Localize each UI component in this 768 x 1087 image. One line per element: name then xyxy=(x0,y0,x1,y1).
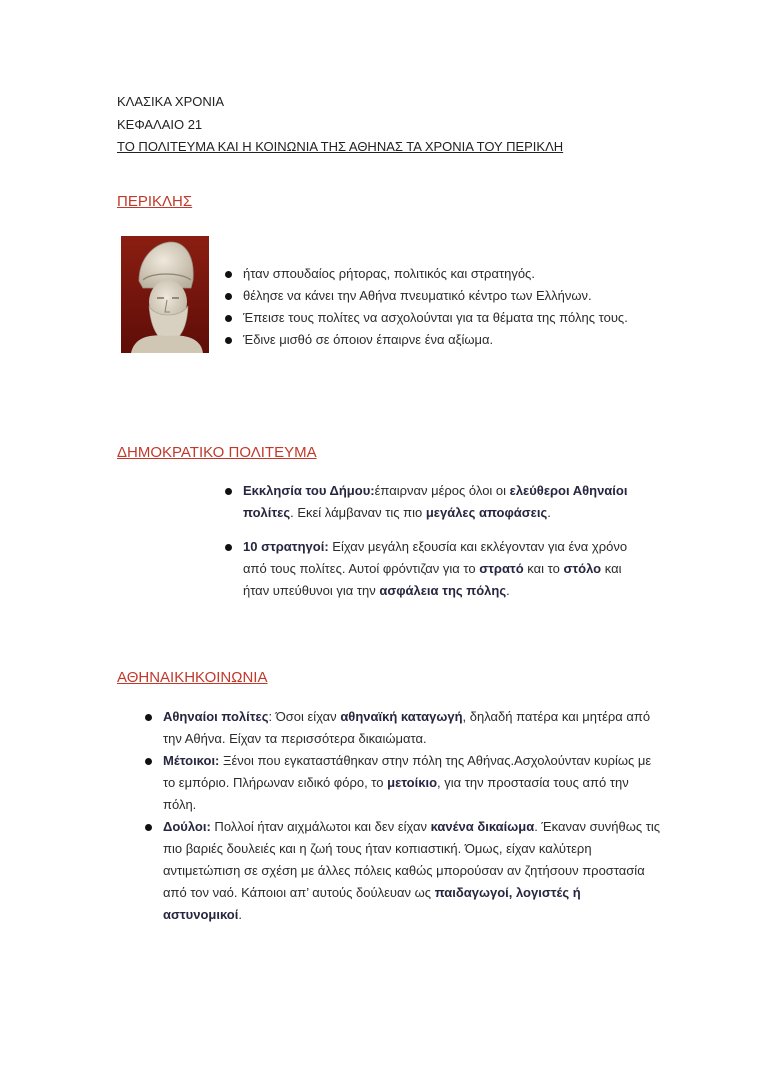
list-item: Εκκλησία του Δήμου:έπαιρναν μέρος όλοι οι ελεύθεροι Αθηναίοι πολίτες. Εκεί λάμβαναν τις πιο μεγάλες αποφάσεις. xyxy=(225,480,645,524)
header-chapter-title: ΤΟ ΠΟΛΙΤΕΥΜΑ ΚΑΙ Η ΚΟΙΝΩΝΙΑ ΤΗΣ ΑΘΗΝΑΣ ΤΑ ΧΡΟΝΙΑ ΤΟΥ ΠΕΡΙΚΛΗ xyxy=(117,139,564,154)
society-list xyxy=(145,706,660,926)
list-item: Αθηναίοι πολίτες: Όσοι είχαν αθηναϊκή καταγωγή, δηλαδή πατέρα και μητέρα από την Αθήνα. Είχαν τα περισσότερα δικαιώματα. xyxy=(145,706,660,750)
bullet-icon xyxy=(225,488,232,495)
list-item: 10 στρατηγοί: Είχαν μεγάλη εξουσία και εκλέγονταν για ένα χρόνο από τους πολίτες. Αυτοί φρόντιζαν για το στρατό και το στόλο και ήταν υπεύθυνοι για την ασφάλεια της πόλης. xyxy=(225,536,645,602)
section-title-pericles: ΠΕΡΙΚΛΗΣ xyxy=(117,193,193,210)
pericles-facts-list xyxy=(225,263,645,351)
bullet-icon xyxy=(225,271,232,278)
bullet-icon xyxy=(145,824,152,831)
bullet-icon xyxy=(225,293,232,300)
header-chapter: ΚΕΦΑΛΑΙΟ 21 xyxy=(117,117,203,132)
list-item: ήταν σπουδαίος ρήτορας, πολιτικός και στρατηγός. xyxy=(225,263,645,285)
bullet-icon xyxy=(225,315,232,322)
bullet-icon xyxy=(145,714,152,721)
bullet-icon xyxy=(225,544,232,551)
header-period: ΚΛΑΣΙΚΑ ΧΡΟΝΙΑ xyxy=(117,94,225,109)
bullet-icon xyxy=(145,758,152,765)
list-item: Έπεισε τους πολίτες να ασχολούνται για τα θέματα της πόλης τους. xyxy=(225,307,645,329)
bullet-icon xyxy=(225,337,232,344)
list-item: Δούλοι: Πολλοί ήταν αιχμάλωτοι και δεν είχαν κανένα δικαίωμα. Έκαναν συνήθως τις πιο βαριές δουλειές και η ζωή τους ήταν κοπιαστική. Όμως, είχαν καλύτερη αντιμετώπιση σε σχέση με άλλες πόλεις καθώς μπορούσαν αν ζητήσουν προστασία από τον ναό. Κάποιοι απ’ αυτούς δούλευαν ως παιδαγωγοί, λογιστές ή αστυνομικοί. xyxy=(145,816,660,926)
list-item: θέλησε να κάνει την Αθήνα πνευματικό κέντρο των Ελλήνων. xyxy=(225,285,645,307)
section-title-democracy: ΔΗΜΟΚΡΑΤΙΚΟ ΠΟΛΙΤΕΥΜΑ xyxy=(117,444,317,461)
section-title-society: ΑΘΗΝΑΙΚΗΚΟΙΝΩΝΙΑ xyxy=(117,669,268,686)
list-item: Έδινε μισθό σε όποιον έπαιρνε ένα αξίωμα. xyxy=(225,329,645,351)
democracy-list xyxy=(225,480,645,602)
list-item: Μέτοικοι: Ξένοι που εγκαταστάθηκαν στην πόλη της Αθήνας.Ασχολούνταν κυρίως με το εμπόριο. Πλήρωναν ειδικό φόρο, το μετοίκιο, για την προστασία τους από την πόλη. xyxy=(145,750,660,816)
pericles-bust-image xyxy=(121,236,209,353)
